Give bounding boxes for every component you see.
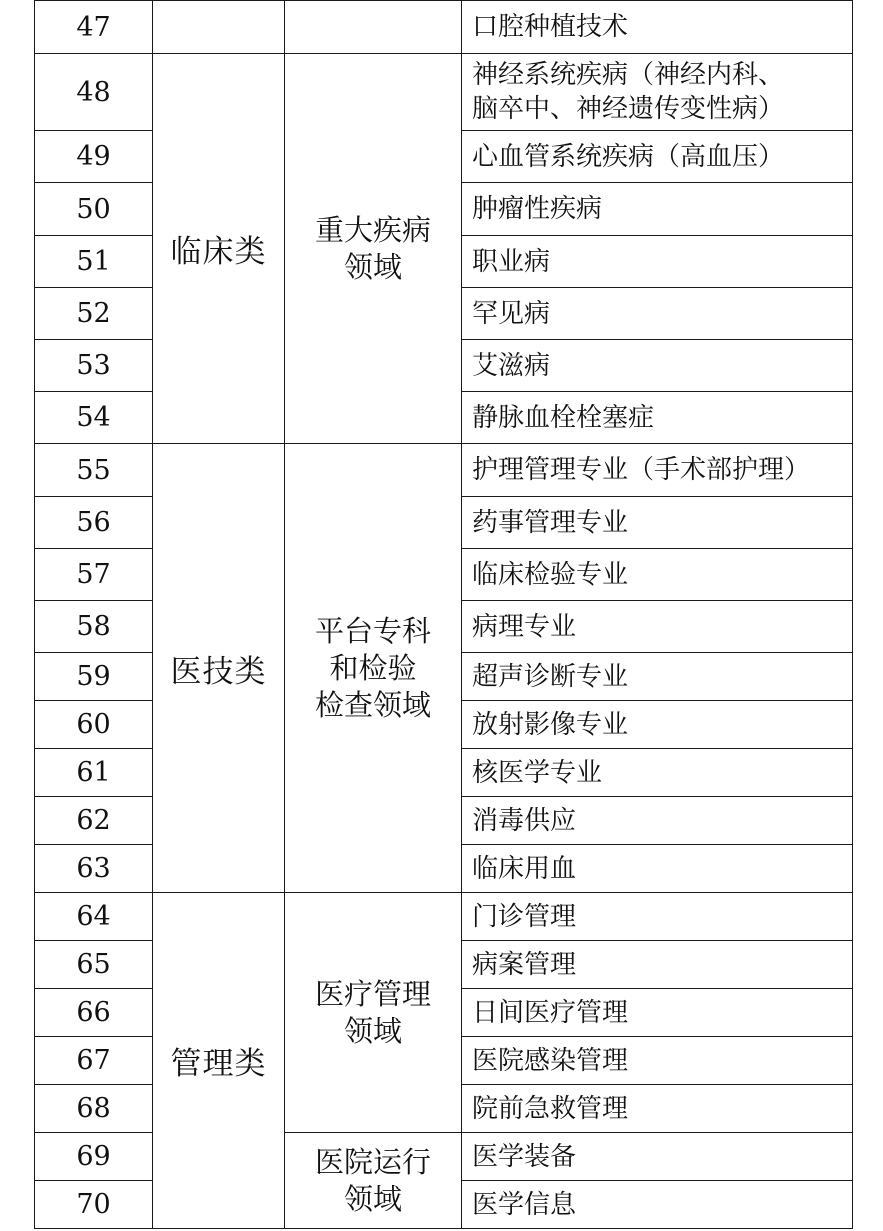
field-platform — [285, 444, 462, 893]
row-number: 58 — [35, 601, 153, 653]
row-number: 52 — [35, 288, 153, 340]
row-number: 62 — [35, 797, 153, 845]
item-cell: 病案管理 — [462, 941, 853, 989]
field-line: 医院运行 — [314, 1144, 431, 1179]
row-number: 69 — [35, 1133, 153, 1181]
category-clinical: 临床类 — [153, 54, 285, 444]
item-cell: 心血管系统疾病（高血压） — [462, 131, 853, 183]
row-number: 59 — [35, 653, 153, 701]
field-hospital-operation — [285, 1133, 462, 1229]
row-number: 68 — [35, 1085, 153, 1133]
field-cell-empty — [285, 1, 462, 54]
item-cell: 日间医疗管理 — [462, 989, 853, 1037]
item-cell: 临床检验专业 — [462, 549, 853, 601]
row-number: 47 — [35, 1, 153, 54]
item-cell: 院前急救管理 — [462, 1085, 853, 1133]
item-cell: 药事管理专业 — [462, 497, 853, 549]
row-number: 51 — [35, 236, 153, 288]
item-cell: 口腔种植技术 — [462, 1, 853, 54]
row-number: 65 — [35, 941, 153, 989]
row-number: 66 — [35, 989, 153, 1037]
field-line: 平台专科 — [314, 613, 431, 648]
field-line: 和检验 — [329, 650, 417, 685]
item-cell: 门诊管理 — [462, 893, 853, 941]
item-cell: 护理管理专业（手术部护理） — [462, 444, 853, 497]
specialty-table — [34, 0, 853, 1229]
row-number: 50 — [35, 183, 153, 236]
item-line: 神经系统疾病（神经内科、 — [472, 60, 785, 90]
item-cell: 艾滋病 — [462, 340, 853, 392]
item-cell: 医学信息 — [462, 1181, 853, 1229]
field-major-disease — [285, 54, 462, 444]
item-cell: 肿瘤性疾病 — [462, 183, 853, 236]
item-cell: 核医学专业 — [462, 749, 853, 797]
field-medical-management — [285, 893, 462, 1133]
item-cell: 临床用血 — [462, 845, 853, 893]
item-cell: 超声诊断专业 — [462, 653, 853, 701]
row-number: 49 — [35, 131, 153, 183]
item-cell: 罕见病 — [462, 288, 853, 340]
row-number: 70 — [35, 1181, 153, 1229]
item-cell — [462, 54, 853, 131]
row-number: 54 — [35, 392, 153, 444]
row-number: 63 — [35, 845, 153, 893]
row-number: 55 — [35, 444, 153, 497]
item-cell: 病理专业 — [462, 601, 853, 653]
row-number: 64 — [35, 893, 153, 941]
row-number: 61 — [35, 749, 153, 797]
row-number: 56 — [35, 497, 153, 549]
field-line: 领域 — [343, 249, 402, 284]
item-cell: 职业病 — [462, 236, 853, 288]
row-number: 60 — [35, 701, 153, 749]
table-row — [35, 893, 853, 941]
item-cell: 静脉血栓栓塞症 — [462, 392, 853, 444]
row-number: 48 — [35, 54, 153, 131]
item-cell: 医学装备 — [462, 1133, 853, 1181]
item-cell: 医院感染管理 — [462, 1037, 853, 1085]
field-line: 检查领域 — [314, 687, 431, 722]
table-row — [35, 444, 853, 497]
item-line: 脑卒中、神经遗传变性病） — [472, 94, 785, 124]
category-medtech: 医技类 — [153, 444, 285, 893]
item-cell: 消毒供应 — [462, 797, 853, 845]
row-number: 57 — [35, 549, 153, 601]
field-line: 重大疾病 — [314, 212, 431, 247]
row-number: 53 — [35, 340, 153, 392]
field-line: 医疗管理 — [314, 976, 431, 1011]
category-cell-empty — [153, 1, 285, 54]
category-management: 管理类 — [153, 893, 285, 1229]
row-number: 67 — [35, 1037, 153, 1085]
table-row — [35, 54, 853, 131]
field-line: 领域 — [343, 1013, 402, 1048]
item-cell: 放射影像专业 — [462, 701, 853, 749]
table-row — [35, 1, 853, 54]
field-line: 领域 — [343, 1181, 402, 1216]
